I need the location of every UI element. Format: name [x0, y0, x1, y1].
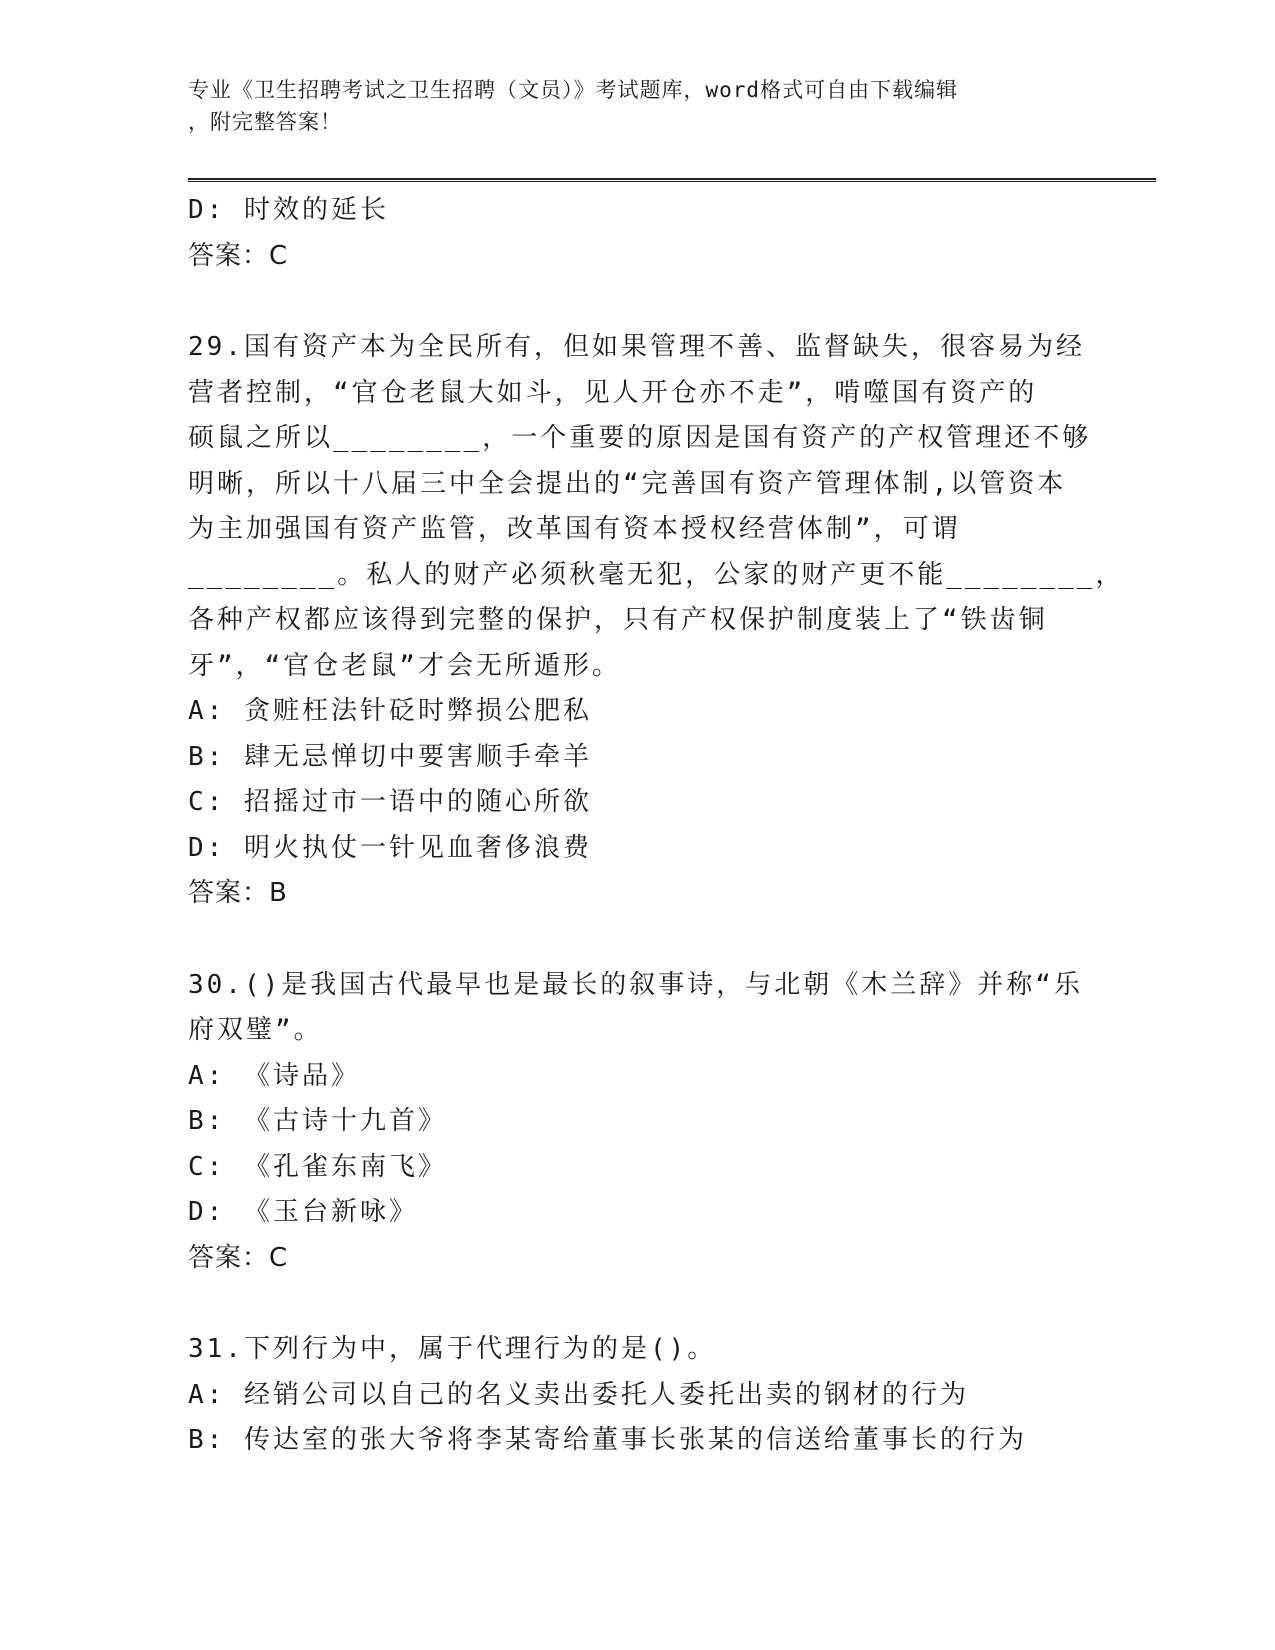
question-text-line: 为主加强国有资产监管，改革国有资本授权经营体制”，可谓 — [188, 514, 961, 544]
answer-line: 答案：C — [188, 1242, 289, 1273]
question-28-tail — [188, 188, 1088, 279]
option-b: B: 《古诗十九首》 — [188, 1106, 447, 1136]
option-a: A: 《诗品》 — [188, 1060, 360, 1091]
header-line-1: 专业《卫生招聘考试之卫生招聘（文员）》考试题库，word格式可自由下载编辑 — [188, 78, 959, 102]
question-text-line: 明晰，所以十八届三中全会提出的“完善国有资产管理体制,以管资本 — [188, 468, 1067, 499]
question-text-line: 30.()是我国古代最早也是最长的叙事诗，与北朝《木兰辞》并称“乐 — [188, 969, 1083, 1000]
option-c: C: 招摇过市一语中的随心所欲 — [188, 787, 592, 817]
option-b: B: 传达室的张大爷将李某寄给董事长张某的信送给董事长的行为 — [188, 1425, 1027, 1455]
question-text-line: 29.国有资产本为全民所有，但如果管理不善、监督缺失，很容易为经 — [188, 332, 1085, 362]
header-divider — [188, 178, 1156, 182]
question-text-line: 31.下列行为中，属于代理行为的是()。 — [188, 1334, 717, 1364]
question-text-line: ________。私人的财产必须秋毫无犯，公家的财产更不能________， — [188, 559, 1125, 590]
option-c: C: 《孔雀东南飞》 — [188, 1151, 447, 1182]
answer-line: 答案：C — [188, 240, 289, 271]
page-header — [188, 74, 1088, 138]
spacer — [188, 917, 1088, 963]
question-text-line: 营者控制，“官仓老鼠大如斗，见人开仓亦不走”，啃噬国有资产的 — [188, 377, 1038, 408]
question-30 — [188, 963, 1088, 1282]
option-d: D: 明火执仗一针见血奢侈浪费 — [188, 832, 592, 863]
question-text-line: 牙”，“官仓老鼠”才会无所遁形。 — [188, 650, 621, 681]
question-text-line: 府双璧”。 — [188, 1015, 323, 1045]
question-29 — [188, 325, 1125, 917]
option-b: B: 肆无忌惮切中要害顺手牵羊 — [188, 741, 592, 772]
option-a: A: 经销公司以自己的名义卖出委托人委托出卖的钢材的行为 — [188, 1379, 969, 1410]
option-d: D: 时效的延长 — [188, 195, 389, 225]
option-d: D: 《玉台新咏》 — [188, 1197, 418, 1227]
header-line-2: ，附完整答案！ — [188, 110, 342, 134]
spacer — [188, 1281, 1088, 1327]
answer-line: 答案：B — [188, 878, 288, 908]
question-31 — [188, 1327, 1088, 1464]
spacer — [188, 279, 1088, 325]
question-text-line: 各种产权都应该得到完整的保护，只有产权保护制度装上了“铁齿铜 — [188, 605, 1048, 635]
question-text-line: 硕鼠之所以________，一个重要的原因是国有资产的产权管理还不够 — [188, 423, 1092, 453]
option-a: A: 贪赃枉法针砭时弊损公肥私 — [188, 696, 592, 726]
document-body — [188, 188, 1125, 1464]
